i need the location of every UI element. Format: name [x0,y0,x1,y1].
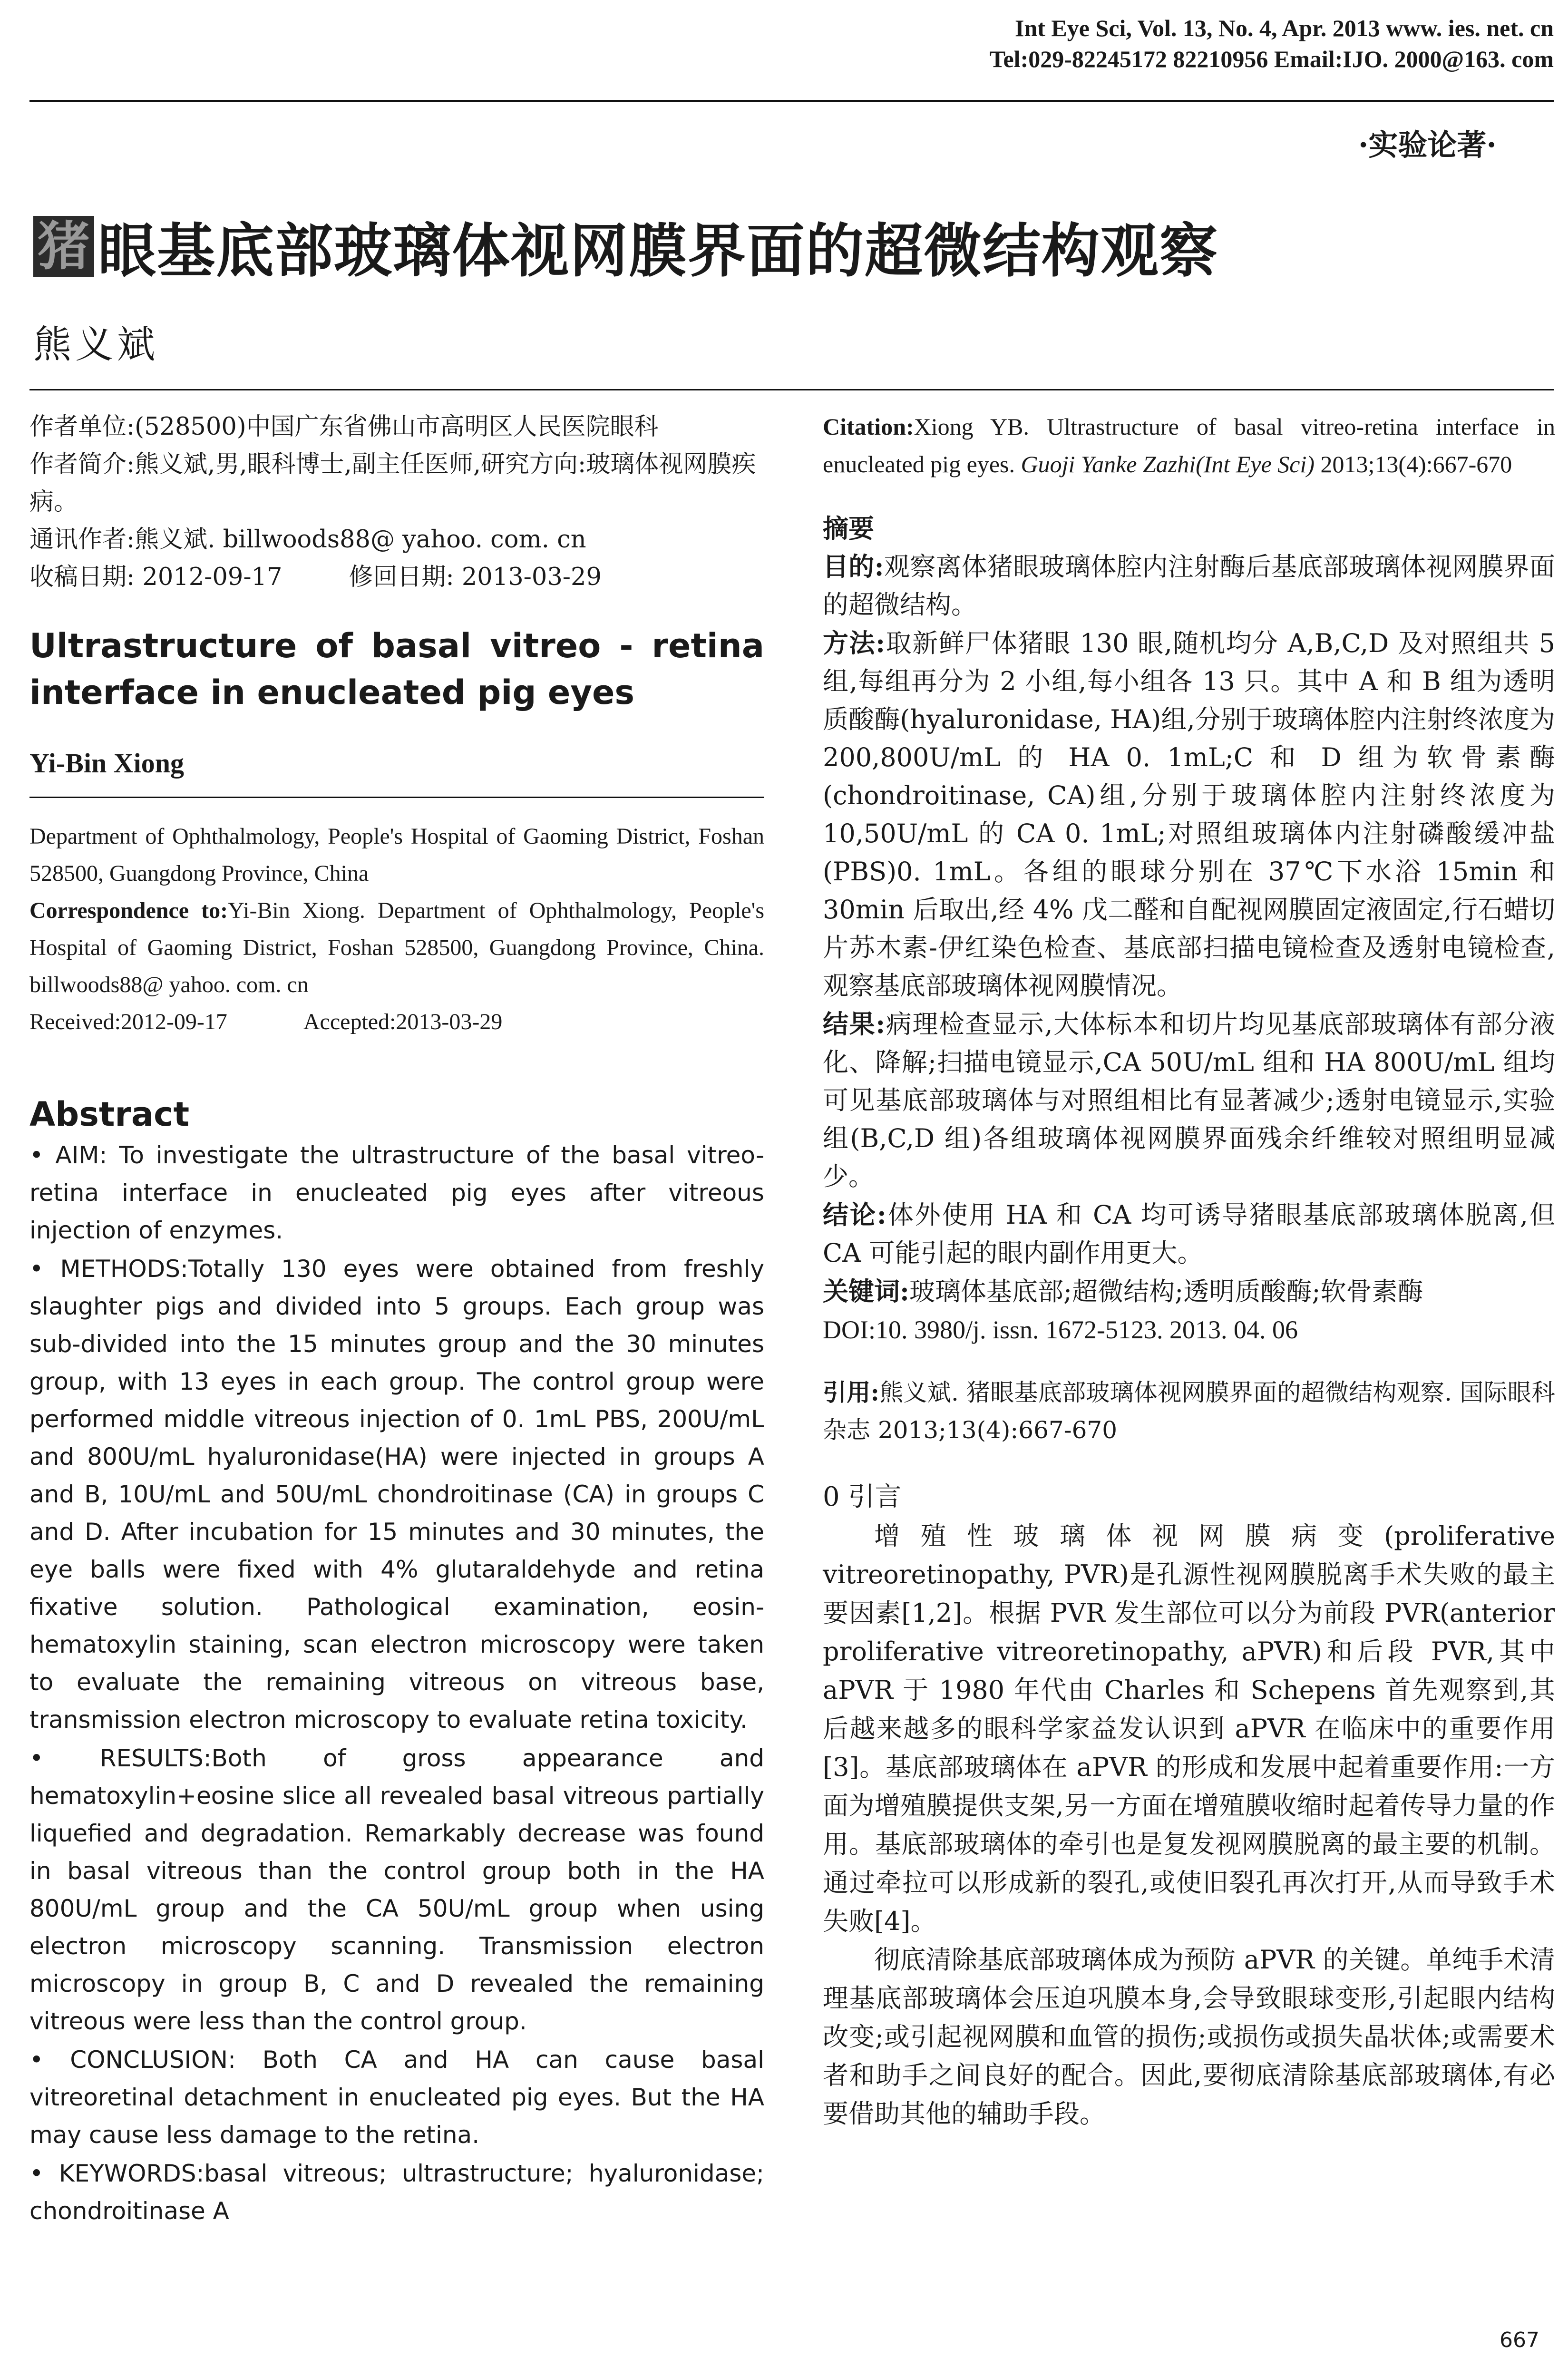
conclusion-text-cn: 体外使用 HA 和 CA 均可诱导猪眼基底部玻璃体脱离,但 CA 可能引起的眼内副作用更大。 [823,1200,1556,1268]
header-rule [29,100,1554,102]
article-title [33,205,1218,288]
english-affiliation: Department of Ophthalmology, People's Hospital of Gaoming District, Foshan 528500, Guangdong Province, China [29,824,764,886]
section-tag: ·实验论著· [1358,127,1497,162]
citation-volume: 2013;13(4):667-670 [1315,451,1512,477]
left-column [29,408,764,2230]
results-text-cn: 病理检查显示,大体标本和切片均见基底部玻璃体有部分液化、降解;扫描电镜显示,CA 50U/mL 组和 HA 800U/mL 组均可见基底部玻璃体与对照组相比有显著减少;透射电镜显示,实验组(B,C,D 组)各组玻璃体视网膜界面残余纤维较对照组明显减少。 [823,1009,1555,1191]
journal-info-line: Int Eye Sci, Vol. 13, No. 4, Apr. 2013 www. ies. net. cn [1015,15,1554,41]
revised-date-cn: 修回日期: 2013-03-29 [349,563,602,591]
accepted-date-en: Accepted:2013-03-29 [303,1009,503,1034]
title-rule [29,389,1554,390]
intro-heading: 0 引言 [823,1481,902,1512]
correspondence [29,892,764,1003]
intro-paragraph-1: 增殖性玻璃体视网膜病变(proliferative vitreoretinopathy, PVR)是孔源性视网膜脱离手术失败的最主要因素[1,2]。根据 PVR 发生部位可以分为前段 PVR(anterior proliferative vitreoretinopathy, aPVR)和后段 PVR,其中 aPVR 于 1980 年代由 Charles 和 Schepens 首先观察到,其后越来越多的眼科学家益发认识到 aPVR 在临床中的重要作用[3]。基底部玻璃体在 aPVR 的形成和发展中起着重要作用:一方面为增殖膜提供支架,另一方面在增殖膜收缩时起着传导力量的作用。基底部玻璃体的牵引也是复发视网膜脱离的最主要的机制。通过牵拉可以形成新的裂孔,或使旧裂孔再次打开,从而导致手术失败[4]。 [823,1521,1555,1936]
author-bio: 作者简介:熊义斌,男,眼科博士,副主任医师,研究方向:玻璃体视网膜疾病。 [29,450,756,516]
affiliation-rule [29,797,764,798]
abstract-cn-heading: 摘要 [823,513,874,544]
cite-cn-label: 引用: [823,1378,879,1406]
methods-text-cn: 取新鲜尸体猪眼 130 眼,随机均分 A,B,C,D 及对照组共 5 组,每组再分为 2 小组,每小组各 13 只。其中 A 和 B 组为透明质酸酶(hyaluronidase, HA)组,分别于玻璃体腔内注射终浓度为 200,800U/mL 的 HA 0. 1mL;C 和 D 组为软骨素酶(chondroitinase, CA)组,分别于玻璃体腔内注射终浓度为 10,50U/mL 的 CA 0. 1mL;对照组玻璃体内注射磷酸缓冲盐(PBS)0. 1mL。各组的眼球分别在 37℃下水浴 15min 和 30min 后取出,经 4% 戊二醛和自配视网膜固定液固定,行石蜡切片苏木素-伊红染色检查、基底部扫描电镜检查及透射电镜检查,观察基底部玻璃体视网膜情况。 [823,628,1555,1001]
citation-journal: Guoji Yanke Zazhi(Int Eye Sci) [1021,451,1315,477]
aim-text-cn: 观察离体猪眼玻璃体腔内注射酶后基底部玻璃体视网膜界面的超微结构。 [823,552,1555,620]
conclusion-label-cn: 结论: [823,1199,886,1230]
keywords-text-cn: 玻璃体基底部;超微结构;透明质酸酶;软骨素酶 [909,1276,1423,1306]
title-first-char: 猪 [33,216,94,277]
citation-text: Xiong YB. Ultrastructure of basal vitreo-retina interface in enucleated pig eyes. [823,413,1555,477]
doi: DOI:10. 3980/j. issn. 1672-5123. 2013. 04. 06 [823,1315,1298,1344]
abstract-cn-aim [823,547,1555,624]
dates-cn [29,558,764,596]
abstract-heading: Abstract [29,1095,190,1134]
citation-label: Citation: [823,413,914,440]
title-rest: 眼基底部玻璃体视网膜界面的超微结构观察 [98,216,1218,285]
english-title: Ultrastructure of basal vitreo - retina interface in enucleated pig eyes [29,626,764,712]
abstract-cn-keywords [823,1272,1555,1311]
methods-label-cn: 方法: [823,628,886,658]
dates-en [29,1003,764,1041]
cite-cn [823,1374,1555,1449]
abstract-methods: • METHODS:Totally 130 eyes were obtained from freshly slaughter pigs and divided into 5 groups. Each group was sub-divided into the 15 minutes group and the 30 minutes group, with 13 eyes in each group. The control group were performed middle vitreous injection of 0. 1mL PBS, 200U/mL and 800U/mL hyaluronidase(HA) were injected in groups A and B, 10U/mL and 50U/mL chondroitinase (CA) in groups C and D. After incubation for 15 minutes and 30 minutes, the eye balls were fixed with 4% glutaraldehyde and retina fixative solution. Pathological examination, eosin-hematoxylin staining, scan electron microscopy were taken to evaluate the remaining vitreous on vitreous base, transmission electron microscopy to evaluate retina toxicity. [29,1255,764,1734]
abstract-cn-conclusion [823,1196,1555,1272]
abstract-cn-results [823,1005,1555,1196]
abstract-cn-methods [823,624,1555,1005]
received-date-en: Received:2012-09-17 [29,1009,227,1034]
author-unit: 作者单位:(528500)中国广东省佛山市高明区人民医院眼科 [29,413,659,441]
intro-paragraph-2: 彻底清除基底部玻璃体成为预防 aPVR 的关键。单纯手术清理基底部玻璃体会压迫巩膜本身,会导致眼球变形,引起眼内结构改变;或引起视网膜和血管的损伤;或损伤或损失晶状体;或需要术者和助手之间良好的配合。因此,要彻底清除基底部玻璃体,有必要借助其他的辅助手段。 [823,1945,1555,2129]
keywords-label-cn: 关键词: [823,1276,909,1306]
received-date-cn: 收稿日期: 2012-09-17 [29,563,282,591]
citation [823,408,1555,483]
cite-cn-text: 熊义斌. 猪眼基底部玻璃体视网膜界面的超微结构观察. 国际眼科杂志 2013;13(4):667-670 [823,1379,1555,1444]
abstract-conclusion: • CONCLUSION: Both CA and HA can cause basal vitreoretinal detachment in enucleated pig eyes. But the HA may cause less damage to the retina. [29,2046,764,2149]
corresponding-author: 通讯作者:熊义斌. billwoods88@ yahoo. com. cn [29,526,586,554]
correspondence-text: Yi-Bin Xiong. Department of Ophthalmology, People's Hospital of Gaoming District, Foshan 528500, Guangdong Province, China. billwoods88@ yahoo. com. cn [29,898,765,997]
abstract-results: • RESULTS:Both of gross appearance and hematoxylin+eosine slice all revealed basal vitreous partially liquefied and degradation. Remarkably decrease was found in basal vitreous than the control group both in the HA 800U/mL group and the CA 50U/mL group when using electron microscopy scanning. Transmission electron microscopy in group B, C and D revealed the remaining vitreous were less than the control group. [29,1744,764,2035]
author-cn: 熊义斌 [33,322,159,367]
aim-label-cn: 目的: [823,551,884,582]
page-number: 667 [1500,2328,1539,2352]
abstract-aim: • AIM: To investigate the ultrastructure of the basal vitreo-retina interface in enucleated pig eyes after vitreous injection of enzymes. [29,1141,764,1244]
abstract-keywords: • KEYWORDS:basal vitreous; ultrastructure; hyaluronidase; chondroitinase A [29,2160,764,2225]
correspondence-label: Correspondence to: [29,898,228,923]
results-label-cn: 结果: [823,1009,886,1039]
right-column [823,408,1555,2133]
contact-info-line: Tel:029-82245172 82210956 Email:IJO. 2000@163. com [989,46,1554,72]
english-author: Yi-Bin Xiong [29,748,184,779]
